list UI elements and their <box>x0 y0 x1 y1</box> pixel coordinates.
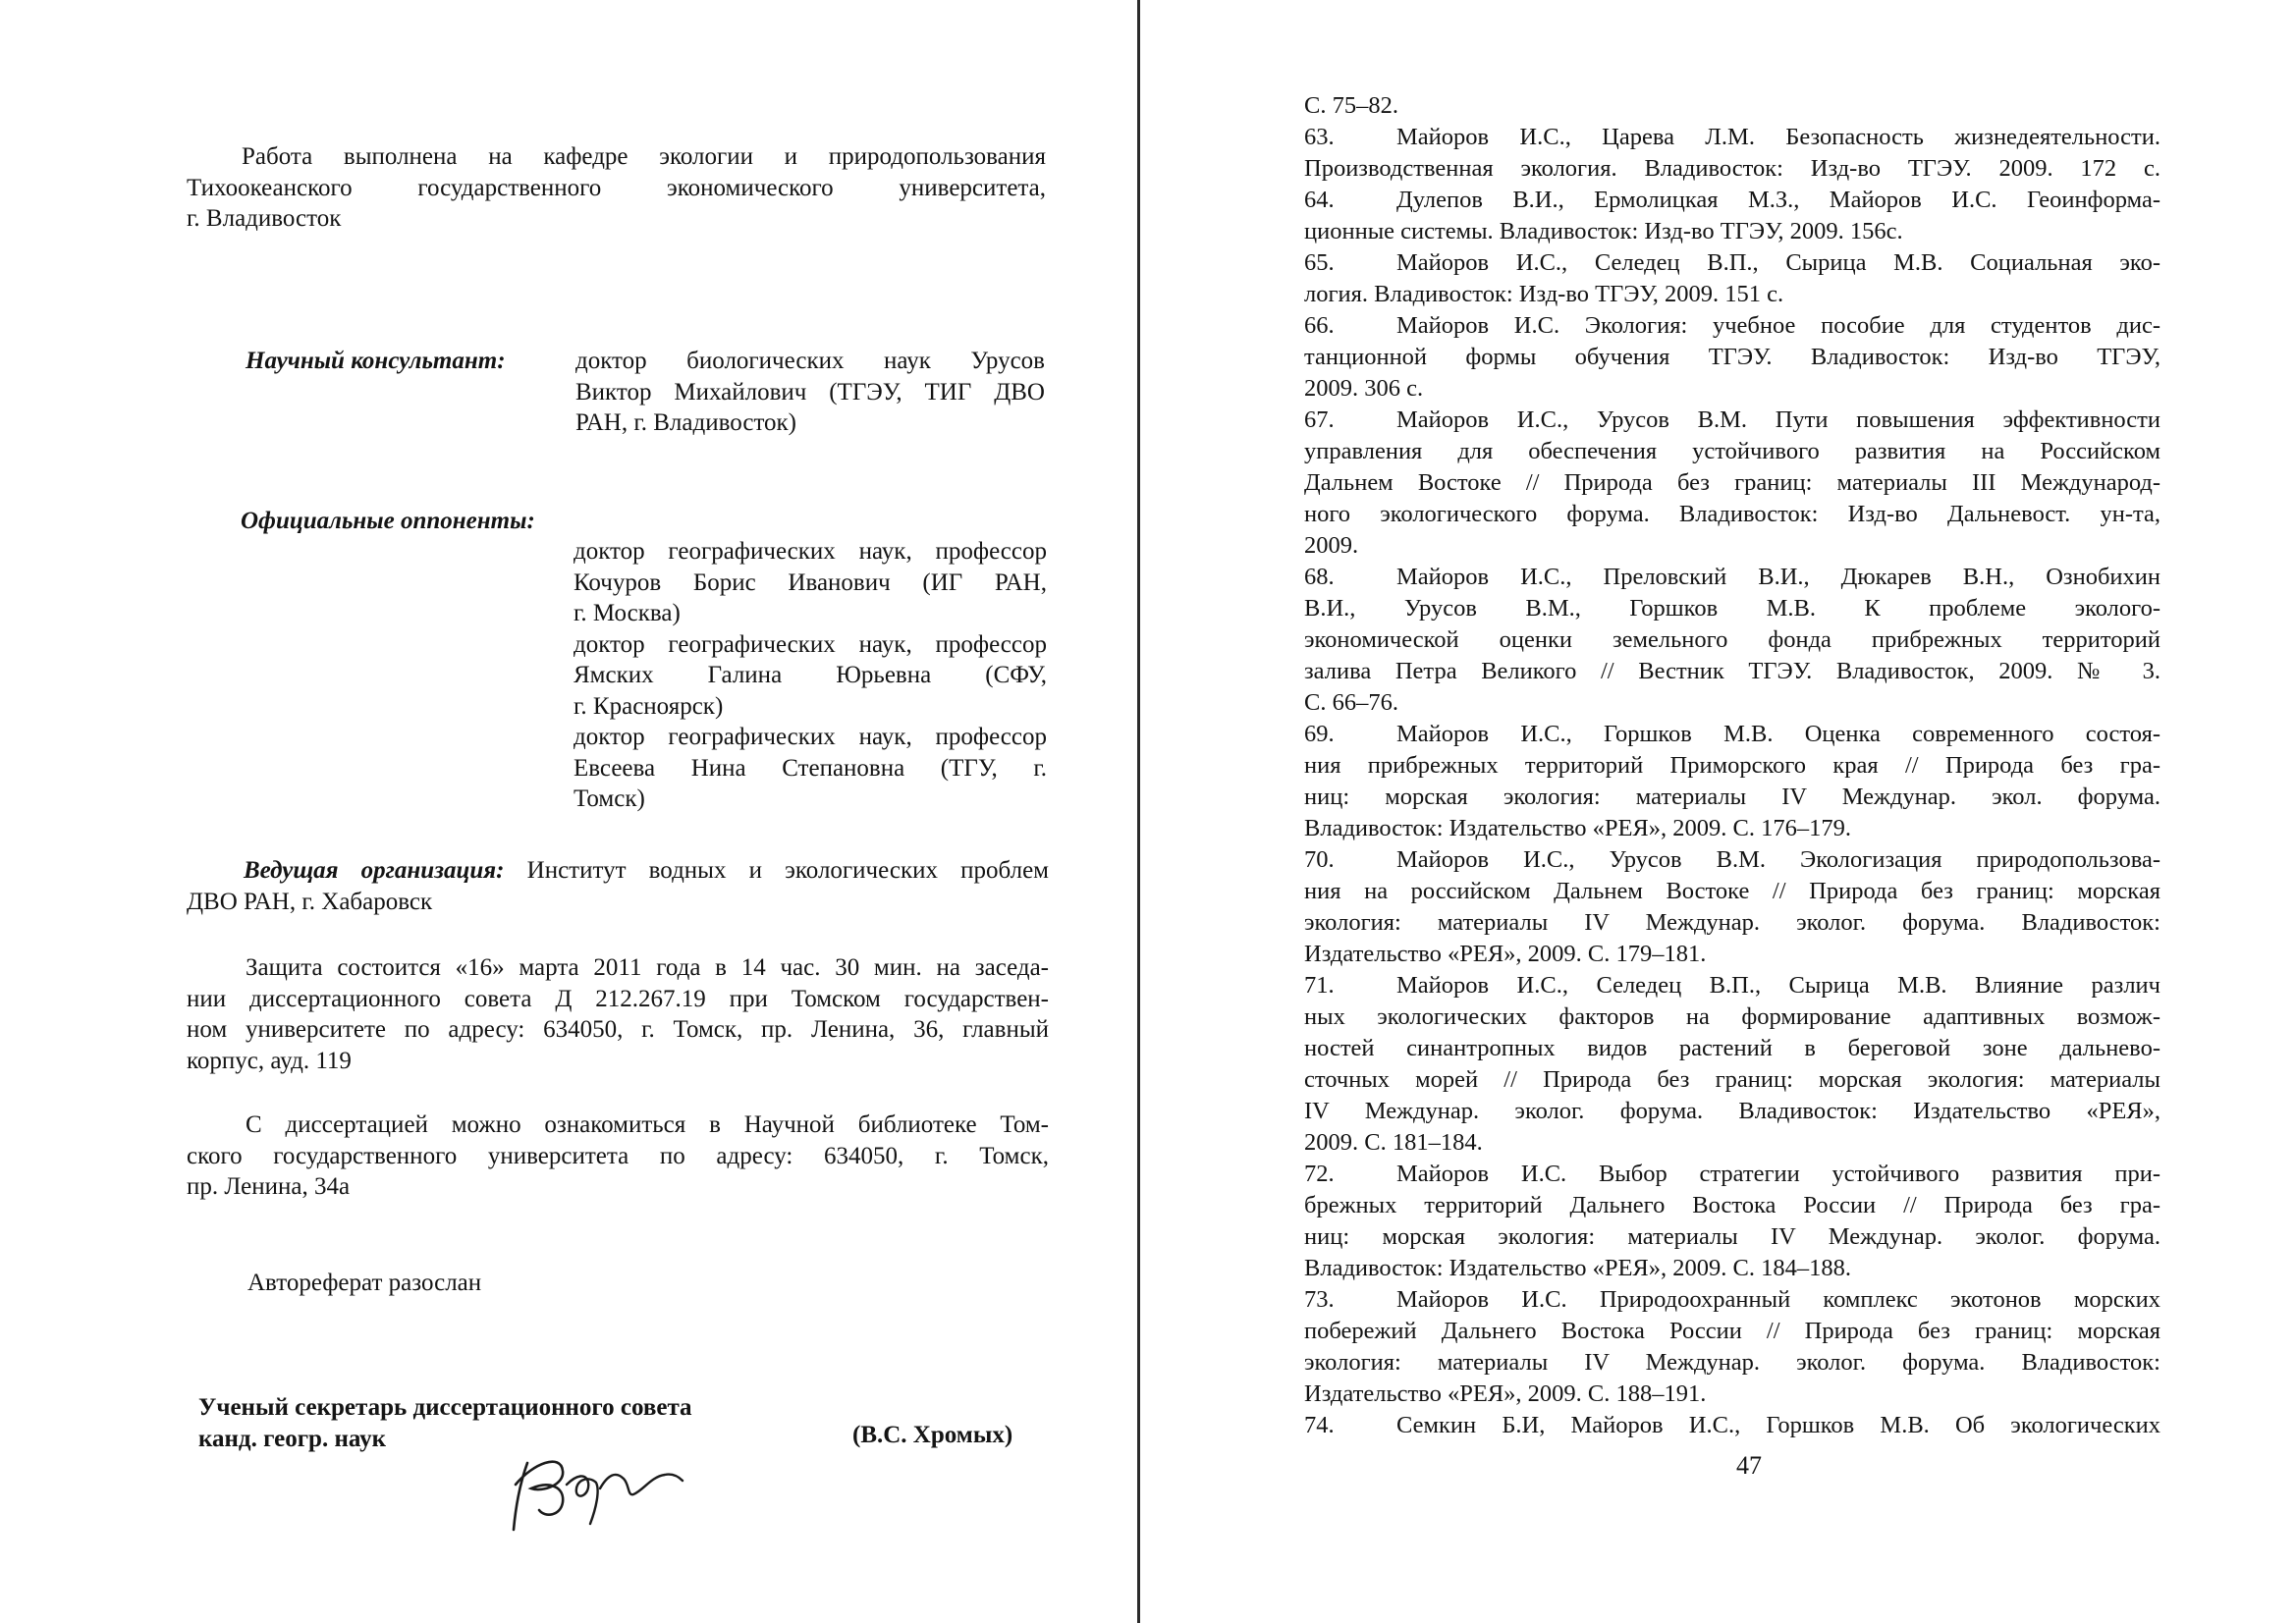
reference-text: танционной формы обучения ТГЭУ. Владивосток: Изд-во ТГЭУ, <box>1304 344 2160 370</box>
reference-line <box>1304 1379 2160 1410</box>
reference-text: Семкин Б.И, Майоров И.С., Горшков М.В. Об экологических <box>1396 1412 2160 1438</box>
reference-entry-start <box>1304 247 2160 279</box>
reference-number: 73. <box>1304 1286 1335 1313</box>
reference-text: С. 75–82. <box>1304 92 1398 119</box>
defense-block <box>187 952 1049 1076</box>
reference-number: 63. <box>1304 124 1335 150</box>
opponent-line: г. Москва) <box>574 600 681 626</box>
reference-text: брежных территорий Дальнего Востока России // Природа без гра- <box>1304 1192 2160 1218</box>
reference-text: С. 66–76. <box>1304 689 1398 716</box>
reference-line <box>1304 656 2160 687</box>
reference-line <box>1304 593 2160 624</box>
opponents-label: Официальные оппоненты: <box>241 508 535 534</box>
reference-entry-start <box>1304 562 2160 593</box>
reference-text: ниц: морская экология: материалы IV Междунар. экол. форума. <box>1304 784 2160 810</box>
defense-line: нии диссертационного совета Д 212.267.19 при Томском государствен- <box>187 985 1049 1012</box>
page-edge-shadow <box>1137 0 1140 1623</box>
lead-org-label: Ведущая организация: <box>244 857 505 884</box>
reference-line <box>1304 1316 2160 1347</box>
reference-line <box>1304 342 2160 373</box>
signature-image <box>506 1424 692 1542</box>
reference-line <box>1304 813 2160 844</box>
reference-text: ния прибрежных территорий Приморского края // Природа без гра- <box>1304 752 2160 779</box>
page-number: 47 <box>1736 1451 1762 1480</box>
reference-number: 65. <box>1304 249 1335 276</box>
opponents-block <box>574 536 1047 815</box>
opponent-line: доктор географических наук, профессор <box>574 630 1047 658</box>
reference-number: 68. <box>1304 564 1335 590</box>
reference-text: сточных морей // Природа без границ: морская экология: материалы <box>1304 1066 2160 1093</box>
opponent-line: доктор географических наук, профессор <box>574 724 1047 750</box>
reference-entry-start <box>1304 844 2160 876</box>
reference-text: управления для обеспечения устойчивого развития на Российском <box>1304 438 2160 464</box>
consultant-line: РАН, г. Владивосток) <box>575 409 797 436</box>
reference-text: ния на российском Дальнем Востоке // Природа без границ: морская <box>1304 878 2160 904</box>
reference-entry-start <box>1304 719 2160 750</box>
reference-text: Майоров И.С., Урусов В.М. Пути повышения эффективности <box>1396 406 2160 433</box>
reference-entry-start <box>1304 1410 2160 1441</box>
reference-line <box>1304 1033 2160 1064</box>
intro-line: г. Владивосток <box>187 205 342 232</box>
lead-org-line: ДВО РАН, г. Хабаровск <box>187 888 433 915</box>
reference-text: Майоров И.С., Селедец В.П., Сырица М.В. Социальная эко- <box>1396 249 2160 276</box>
reference-text: Владивосток: Издательство «РЕЯ», 2009. С. 184–188. <box>1304 1255 1851 1281</box>
secretary-title: Ученый секретарь диссертационного совета <box>198 1394 692 1421</box>
library-block <box>187 1109 1049 1203</box>
reference-line <box>1304 153 2160 185</box>
reference-line <box>1304 279 2160 310</box>
reference-text: экономической оценки земельного фонда прибрежных территорий <box>1304 626 2160 653</box>
reference-text: Дальнем Востоке // Природа без границ: материалы III Международ- <box>1304 469 2160 496</box>
reference-number: 72. <box>1304 1161 1335 1187</box>
defense-line: ном университете по адресу: 634050, г. Томск, пр. Ленина, 36, главный <box>187 1016 1049 1043</box>
reference-line <box>1304 1001 2160 1033</box>
reference-text: Майоров И.С. Экология: учебное пособие для студентов дис- <box>1396 312 2160 339</box>
reference-entry-start <box>1304 185 2160 216</box>
library-line: ского государственного университета по адресу: 634050, г. Томск, <box>187 1142 1049 1169</box>
reference-number: 67. <box>1304 406 1335 433</box>
reference-text: экология: материалы IV Междунар. эколог. форума. Владивосток: <box>1304 1349 2160 1376</box>
reference-line <box>1304 1064 2160 1096</box>
intro-line: Тихоокеанского государственного экономического университета, <box>187 174 1046 201</box>
reference-text: Майоров И.С. Выбор стратегии устойчивого развития при- <box>1396 1161 2160 1187</box>
reference-line <box>1304 1096 2160 1127</box>
reference-line <box>1304 467 2160 499</box>
consultant-line: Виктор Михайлович (ТГЭУ, ТИГ ДВО <box>575 378 1045 406</box>
reference-text: залива Петра Великого // Вестник ТГЭУ. Владивосток, 2009. № 3. <box>1304 658 2160 684</box>
reference-text: Издательство «РЕЯ», 2009. С. 188–191. <box>1304 1380 1707 1407</box>
reference-text: 2009. <box>1304 532 1359 559</box>
reference-line <box>1304 939 2160 970</box>
reference-text: ционные системы. Владивосток: Изд-во ТГЭУ, 2009. 156с. <box>1304 218 1903 244</box>
reference-line <box>1304 216 2160 247</box>
intro-line: Работа выполнена на кафедре экологии и природопользования <box>242 143 1046 170</box>
reference-line <box>1304 907 2160 939</box>
reference-line <box>1304 687 2160 719</box>
defense-line: Защита состоится «16» марта 2011 года в 14 час. 30 мин. на заседа- <box>246 954 1049 981</box>
reference-text: ных экологических факторов на формирование адаптивных возмож- <box>1304 1003 2160 1030</box>
lead-org-line <box>187 855 1049 887</box>
reference-line <box>1304 782 2160 813</box>
reference-text: ного экологического форума. Владивосток: Изд-во Дальневост. ун-та, <box>1304 501 2160 527</box>
reference-text: Издательство «РЕЯ», 2009. С. 179–181. <box>1304 941 1707 967</box>
reference-line <box>1304 499 2160 530</box>
reference-line <box>1304 876 2160 907</box>
lead-org-block <box>187 855 1049 917</box>
opponent-line: доктор географических наук, профессор <box>574 538 1047 565</box>
reference-line <box>1304 750 2160 782</box>
library-line: С диссертацией можно ознакомиться в Научной библиотеке Том- <box>246 1111 1049 1138</box>
abstract-sent: Автореферат разослан <box>247 1270 482 1296</box>
reference-number: 69. <box>1304 721 1335 747</box>
opponent-line: Томск) <box>574 785 645 812</box>
reference-line <box>1304 1253 2160 1284</box>
secretary-name: (В.С. Хромых) <box>852 1422 1013 1448</box>
reference-line <box>1304 1221 2160 1253</box>
reference-text: Майоров И.С., Урусов В.М. Экологизация природопользова- <box>1396 846 2160 873</box>
reference-text: Дулепов В.И., Ермолицкая М.З., Майоров И.С. Геоинформа- <box>1396 187 2160 213</box>
reference-number: 70. <box>1304 846 1335 873</box>
intro-block <box>187 141 1046 235</box>
reference-text: побережий Дальнего Востока России // Природа без границ: морская <box>1304 1318 2160 1344</box>
reference-text: Майоров И.С., Царева Л.М. Безопасность жизнедеятельности. <box>1396 124 2160 150</box>
library-line: пр. Ленина, 34а <box>187 1173 351 1200</box>
reference-entry-start <box>1304 122 2160 153</box>
reference-text: Майоров И.С., Горшков М.В. Оценка современного состоя- <box>1396 721 2160 747</box>
secretary-degree: канд. геогр. наук <box>198 1426 386 1452</box>
reference-text: ниц: морская экология: материалы IV Междунар. эколог. форума. <box>1304 1223 2160 1250</box>
reference-number: 64. <box>1304 187 1335 213</box>
reference-text: 2009. С. 181–184. <box>1304 1129 1483 1156</box>
defense-line: корпус, ауд. 119 <box>187 1047 352 1074</box>
consultant-block <box>575 346 1045 439</box>
opponent-line: Ямских Галина Юрьевна (СФУ, <box>574 662 1047 688</box>
reference-text: IV Междунар. эколог. форума. Владивосток: Издательство «РЕЯ», <box>1304 1098 2160 1124</box>
reference-entry-start <box>1304 310 2160 342</box>
reference-number: 71. <box>1304 972 1335 999</box>
opponent-line: г. Красноярск) <box>574 692 724 720</box>
consultant-label: Научный консультант: <box>246 348 506 374</box>
reference-entry-start <box>1304 1284 2160 1316</box>
reference-text: Владивосток: Издательство «РЕЯ», 2009. С. 176–179. <box>1304 815 1851 841</box>
reference-list <box>1304 90 2160 1441</box>
reference-line <box>1304 373 2160 405</box>
opponent-line: Евсеева Нина Степановна (ТГУ, г. <box>574 754 1047 782</box>
reference-entry-start <box>1304 405 2160 436</box>
reference-line <box>1304 436 2160 467</box>
reference-text: Майоров И.С., Преловский В.И., Дюкарев В.Н., Ознобихин <box>1396 564 2160 590</box>
reference-text: В.И., Урусов В.М., Горшков М.В. К проблеме эколого- <box>1304 595 2160 622</box>
reference-line <box>1304 530 2160 562</box>
reference-text: Производственная экология. Владивосток: Изд-во ТГЭУ. 2009. 172 с. <box>1304 155 2160 182</box>
reference-number: 74. <box>1304 1412 1335 1438</box>
consultant-line: доктор биологических наук Урусов <box>575 348 1045 374</box>
reference-text: Майоров И.С., Селедец В.П., Сырица М.В. Влияние различ <box>1396 972 2160 999</box>
reference-text: логия. Владивосток: Изд-во ТГЭУ, 2009. 151 с. <box>1304 281 1784 307</box>
reference-line <box>1304 1190 2160 1221</box>
reference-line <box>1304 1347 2160 1379</box>
reference-line <box>1304 1127 2160 1159</box>
reference-text: ностей синантропных видов растений в береговой зоне дальнево- <box>1304 1035 2160 1061</box>
opponent-line: Кочуров Борис Иванович (ИГ РАН, <box>574 568 1047 596</box>
lead-org-name: Институт водных и экологических проблем <box>526 857 1049 884</box>
reference-entry-start <box>1304 1159 2160 1190</box>
reference-entry-start <box>1304 970 2160 1001</box>
reference-line <box>1304 624 2160 656</box>
reference-text: 2009. 306 с. <box>1304 375 1424 402</box>
reference-number: 66. <box>1304 312 1335 339</box>
reference-text: Майоров И.С. Природоохранный комплекс экотонов морских <box>1396 1286 2160 1313</box>
reference-text: экология: материалы IV Междунар. эколог. форума. Владивосток: <box>1304 909 2160 936</box>
reference-line <box>1304 90 2160 122</box>
